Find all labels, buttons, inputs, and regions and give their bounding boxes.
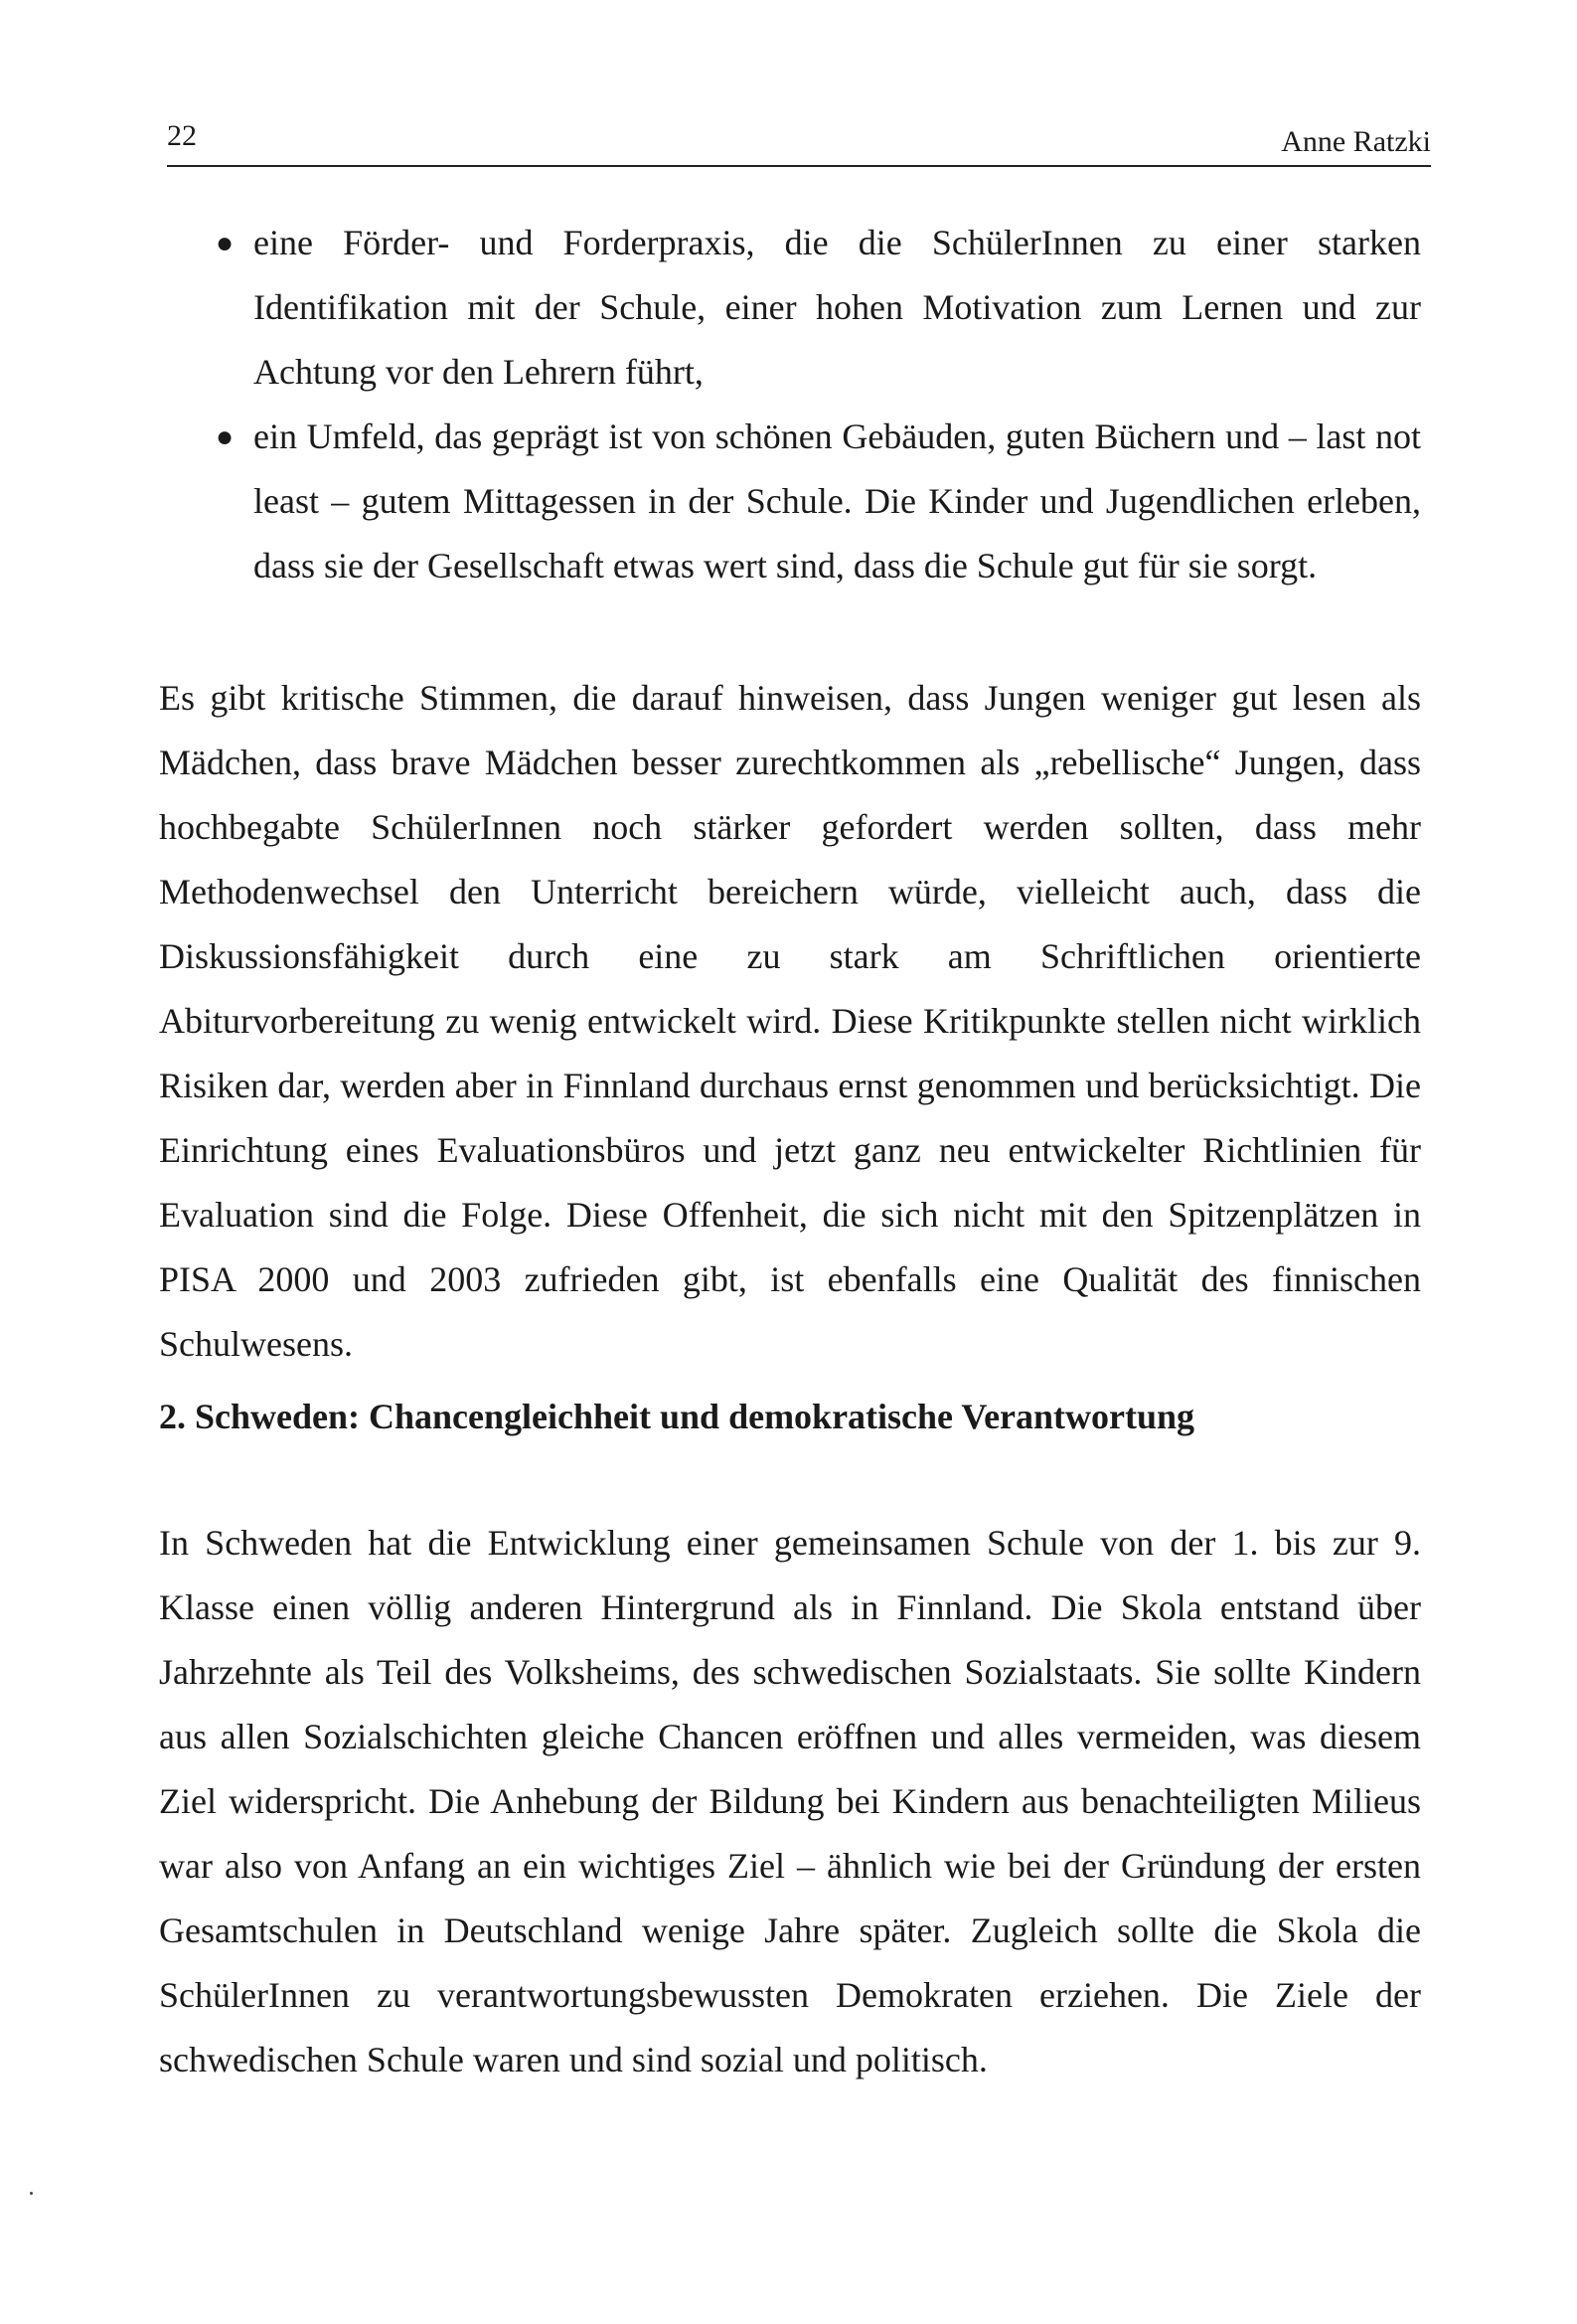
bullet-text: eine Förder- und Forderpraxis, die die SchülerInnen zu einer starken Identifikation mit der Schule, einer hohen Motivation zum Lernen und zur Achtung vor den Lehrern führt, [253,223,1421,392]
bullet-item [159,211,1421,405]
bullet-text: ein Umfeld, das geprägt ist von schönen Gebäuden, guten Büchern und – last not least – gutem Mittagessen in der Schule. Die Kinder und Jugendlichen erleben, dass sie der Gesellschaft etwas wert sind, dass die Schule gut für sie sorgt. [253,416,1421,585]
body-text [159,211,1421,2092]
header-rule [167,165,1431,167]
bullet-icon: ● [216,420,235,453]
section-heading: 2. Schweden: Chancengleichheit und demokratische Verantwortung [159,1397,1195,1436]
paragraph-finland-critique: Es gibt kritische Stimmen, die darauf hinweisen, dass Jungen weniger gut lesen als Mädchen, dass brave Mädchen besser zurechtkommen als „rebellische“ Jungen, dass hochbegabte SchülerInnen noch stärker gefordert werden sollten, dass mehr Methodenwechsel den Unterricht bereichern würde, vielleicht auch, dass die Diskussionsfähigkeit durch eine zu stark am Schriftlichen orientierte Abiturvorbereitung zu wenig entwickelt wird. Diese Kritikpunkte stellen nicht wirklich Risiken dar, werden aber in Finnland durchaus ernst genommen und berücksichtigt. Die Einrichtung eines Evaluationsbüros und jetzt ganz neu entwickelter Richtlinien für Evaluation sind die Folge. Diese Offenheit, die sich nicht mit den Spitzenplätzen in PISA 2000 und 2003 zufrieden gibt, ist ebenfalls eine Qualität des finnischen Schulwesens. [159,678,1421,1364]
bullet-item [159,405,1421,598]
bullet-list [159,211,1421,598]
page-header [167,119,1431,179]
running-head: Anne Ratzki [1281,125,1431,158]
bullet-icon: ● [216,227,235,259]
paragraph-sweden: In Schweden hat die Entwicklung einer gemeinsamen Schule von der 1. bis zur 9. Klasse einen völlig anderen Hintergrund als in Finnland. Die Skola entstand über Jahrzehnte als Teil des Volksheims, des schwedischen Sozialstaats. Sie sollte Kindern aus allen Sozialschichten gleiche Chancen eröffnen und alles vermeiden, was diesem Ziel widerspricht. Die Anhebung der Bildung bei Kindern aus benachteiligten Milieus war also von Anfang an ein wichtiges Ziel – ähnlich wie bei der Gründung der ersten Gesamtschulen in Deutschland wenige Jahre später. Zugleich sollte die Skola die SchülerInnen zu verantwortungsbewussten Demokraten erziehen. Die Ziele der schwedischen Schule waren und sind sozial und politisch. [159,1523,1421,2079]
scan-speck [30,2192,33,2195]
page-number: 22 [167,119,197,152]
